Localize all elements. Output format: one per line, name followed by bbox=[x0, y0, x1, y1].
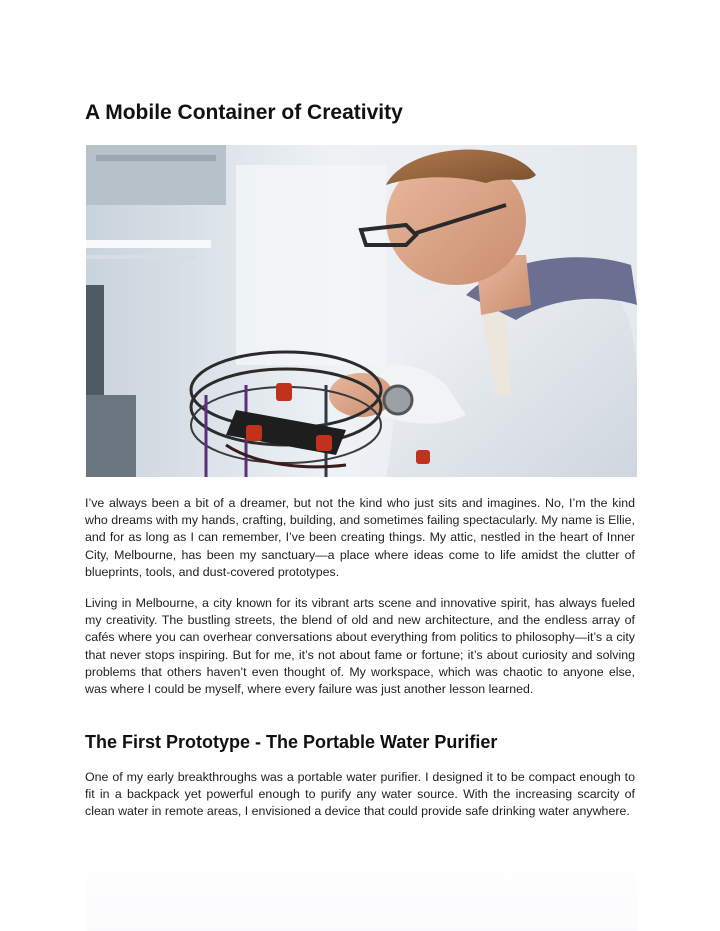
page-bottom-shade bbox=[86, 845, 637, 931]
photo-icon bbox=[86, 145, 637, 477]
hero-photo bbox=[86, 145, 637, 477]
section-paragraph: One of my early breakthroughs was a portable water purifier. I designed it to be compact enough to fit in a backpack yet powerful enough to purify any water source. With the increasing scarcity of clean water in remote areas, I envisioned a device that could provide safe drinking water anywhere. bbox=[85, 770, 635, 819]
section-heading: The First Prototype - The Portable Water Purifier bbox=[85, 732, 498, 752]
melbourne-paragraph: Living in Melbourne, a city known for its vibrant arts scene and innovative spirit, has always fueled my creativity. The bustling streets, the blend of old and new architecture, and the endless array of cafés where you can overhear conversations about everything from politics to philosophy—it’s a city that never stops inspiring. But for me, it’s not about fame or fortune; it’s about curiosity and solving problems that others haven’t even thought of. My workspace, which was chaotic to anyone else, was where I could be myself, where every failure was just another lesson learned. bbox=[85, 596, 635, 697]
intro-paragraph: I’ve always been a bit of a dreamer, but not the kind who just sits and imagines. No, I’m the kind who dreams with my hands, crafting, building, and sometimes failing spectacularly. My name is Ellie, and for as long as I can remember, I’ve been creating things. My attic, nestled in the heart of Inner City, Melbourne, has been my sanctuary—a place where ideas come to life amidst the clutter of blueprints, tools, and dust-covered prototypes. bbox=[85, 496, 635, 579]
page-title: A Mobile Container of Creativity bbox=[85, 101, 403, 124]
